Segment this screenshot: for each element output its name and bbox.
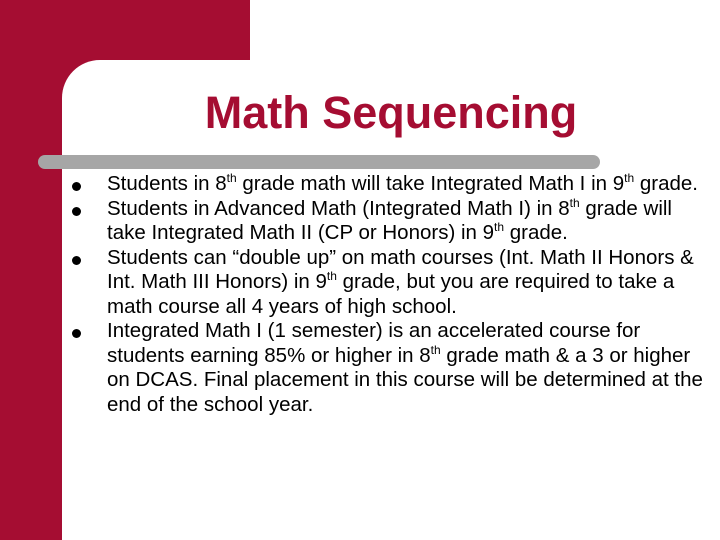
bullet-text: Students can “double up” on math courses (Int. Math II Honors & Int. Math III Honors) in 9th grade, but you are required to take a math course all 4 years of high school. [107, 245, 694, 318]
bullet-text: Students in 8th grade math will take Integrated Math I in 9th grade. [107, 171, 698, 195]
bullet-dot-icon [72, 207, 81, 216]
bullet-dot-icon [72, 256, 81, 265]
bullet-text: Integrated Math I (1 semester) is an accelerated course for students earning 85% or higher in 8th grade math & a 3 or higher on DCAS. Final placement in this course will be determined at the end of the school year. [107, 319, 703, 416]
bullet-list [70, 172, 705, 417]
slide-title: Math Sequencing [204, 87, 578, 138]
title-divider-bar [38, 155, 600, 169]
bullet-item [70, 246, 705, 320]
bullet-item [70, 172, 705, 197]
bullet-dot-icon [72, 182, 81, 191]
bullet-dot-icon [72, 329, 81, 338]
bullet-text: Students in Advanced Math (Integrated Math I) in 8th grade will take Integrated Math II (CP or Honors) in 9th grade. [107, 195, 672, 244]
bullet-item [70, 197, 705, 246]
bullet-item [70, 319, 705, 417]
